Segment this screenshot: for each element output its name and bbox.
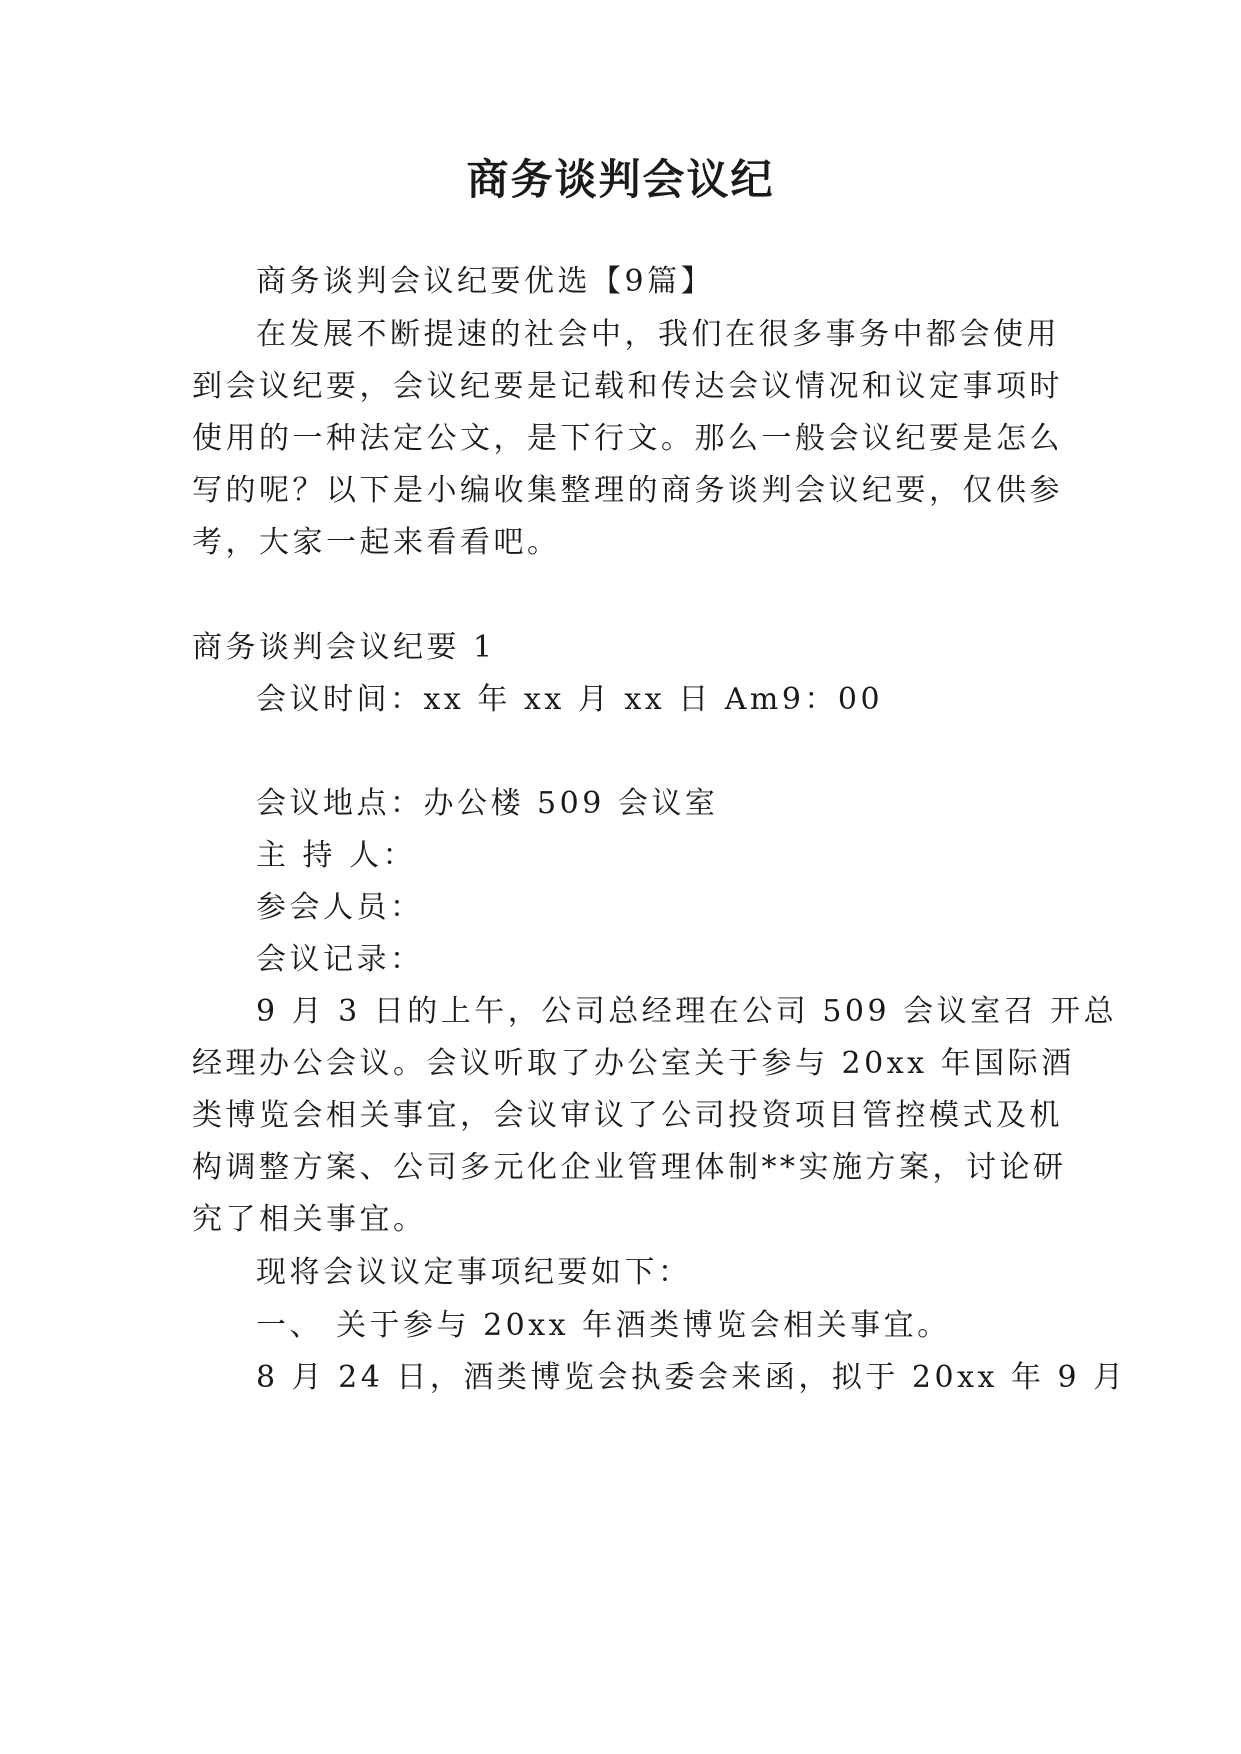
record-paragraph-line: 构调整方案、公司多元化企业管理体制**实施方案，讨论研	[192, 1150, 1067, 1185]
agenda-item-1: 一、 关于参与 20xx 年酒类博览会相关事宜。	[256, 1308, 951, 1343]
meeting-attendees: 参会人员：	[256, 890, 424, 925]
record-paragraph-line: 9 月 3 日的上午，公司总经理在公司 509 会议室召 开总	[256, 994, 1118, 1029]
record-paragraph-line: 类博览会相关事宜，会议审议了公司投资项目管控模式及机	[192, 1098, 1063, 1133]
intro-paragraph-line: 写的呢？以下是小编收集整理的商务谈判会议纪要，仅供参	[192, 473, 1063, 508]
intro-paragraph-line: 考，大家一起来看看吧。	[192, 525, 561, 560]
meeting-location: 会议地点：办公楼 509 会议室	[256, 786, 719, 821]
meeting-record-label: 会议记录：	[256, 942, 424, 977]
agenda-item-1-paragraph-line: 8 月 24 日，酒类博览会执委会来函，拟于 20xx 年 9 月	[256, 1360, 1127, 1395]
meeting-time: 会议时间：xx 年 xx 月 xx 日 Am9：00	[256, 682, 884, 717]
summary-intro: 现将会议议定事项纪要如下：	[256, 1255, 692, 1290]
subtitle-line: 商务谈判会议纪要优选【9篇】	[256, 264, 715, 299]
intro-paragraph-line: 在发展不断提速的社会中，我们在很多事务中都会使用	[256, 317, 1060, 352]
meeting-host: 主 持 人：	[256, 838, 417, 873]
record-paragraph-line: 经理办公会议。会议听取了办公室关于参与 20xx 年国际酒	[192, 1046, 1075, 1081]
record-paragraph-line: 究了相关事宜。	[192, 1202, 427, 1237]
section-heading: 商务谈判会议纪要 1	[192, 630, 496, 665]
intro-paragraph-line: 使用的一种法定公文，是下行文。那么一般会议纪要是怎么	[192, 421, 1063, 456]
intro-paragraph-line: 到会议纪要，会议纪要是记载和传达会议情况和议定事项时	[192, 369, 1063, 404]
document-title: 商务谈判会议纪	[466, 155, 775, 204]
